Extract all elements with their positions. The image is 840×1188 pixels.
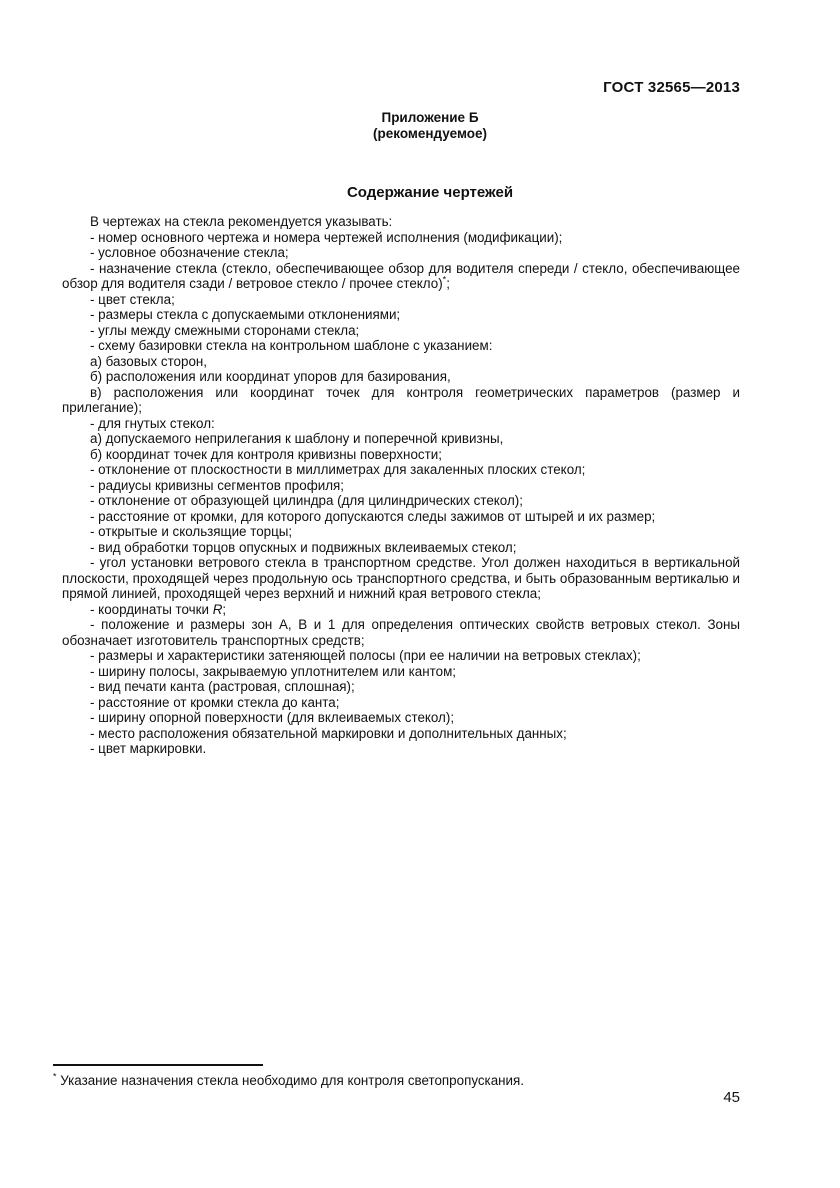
paragraph: - углы между смежными сторонами стекла; (90, 322, 360, 338)
footnote-text: Указание назначения стекла необходимо для контроля светопропускания. (56, 1073, 525, 1088)
paragraph: - для гнутых стекол: (90, 415, 215, 431)
paragraph: - положение и размеры зон А, В и 1 для определения оптических свойств ветровых стекол. Зоны обозначает изготовитель транспортных средств; (62, 617, 740, 648)
paragraph: б) расположения или координат упоров для базирования, (90, 369, 451, 384)
paragraph: а) допускаемого неприлегания к шаблону и поперечной кривизны, (90, 431, 504, 446)
paragraph: - ширину опорной поверхности (для вклеиваемых стекол); (90, 710, 455, 725)
paragraph: - ширину полосы, закрываемую уплотнителем или кантом; (90, 663, 456, 679)
paragraph: - цвет стекла; (90, 291, 175, 307)
paragraph: - отклонение от образующей цилиндра (для цилиндрических стекол); (90, 493, 523, 508)
paragraph: - схему базировки стекла на контрольном шаблоне с указанием: (90, 338, 493, 353)
standard-number: ГОСТ 32565—2013 (603, 79, 740, 96)
paragraph: - цвет маркировки. (90, 741, 207, 756)
appendix-subtitle: (рекомендуемое) (373, 125, 487, 141)
paragraph: - радиусы кривизны сегментов профиля; (90, 477, 344, 493)
section-title: Содержание чертежей (346, 184, 514, 201)
paragraph: В чертежах на стекла рекомендуется указывать: (90, 214, 393, 229)
appendix-heading (20, 110, 840, 141)
appendix-title: Приложение Б (381, 110, 479, 125)
paragraph: - номер основного чертежа и номера чертежей исполнения (модификации); (90, 229, 563, 245)
paragraph: - открытые и скользящие торцы; (90, 524, 293, 539)
page-number: 45 (723, 1089, 740, 1106)
paragraph: в) расположения или координат точек для контроля геометрических параметров (размер и прилегание); (62, 384, 740, 415)
paragraph: - расстояние от кромки, для которого допускаются следы зажимов от штырей и их размер; (90, 508, 656, 524)
paragraph: а) базовых сторон, (90, 353, 208, 369)
paragraph: - отклонение от плоскостности в миллиметрах для закаленных плоских стекол; (90, 462, 586, 477)
paragraph: - координаты точки R; (90, 601, 227, 617)
paragraph: - вид обработки торцов опускных и подвижных вклеиваемых стекол; (90, 539, 517, 555)
paragraph: - размеры и характеристики затеняющей полосы (при ее наличии на ветровых стеклах); (90, 648, 641, 663)
paragraph: - условное обозначение стекла; (90, 245, 289, 260)
paragraph: - вид печати канта (растровая, сплошная); (90, 679, 355, 694)
paragraph: - угол установки ветрового стекла в транспортном средстве. Угол должен находиться в вертикальной плоскости, проходящей через продольную ось транспортного средства, и быть образованным вертикалью и прямой линией, проходящей через верхний и нижний края ветрового стекла; (62, 555, 740, 601)
paragraph: - размеры стекла с допускаемыми отклонениями; (90, 307, 401, 322)
paragraph: - расстояние от кромки стекла до канта; (90, 694, 340, 710)
paragraph: - место расположения обязательной маркировки и дополнительных данных; (90, 725, 567, 741)
footnote-divider (53, 1064, 263, 1066)
paragraph: б) координат точек для контроля кривизны поверхности; (90, 446, 442, 462)
paragraph: - назначение стекла (стекло, обеспечивающее обзор для водителя спереди / стекло, обеспечивающее обзор для водителя сзади / ветровое стекло / прочее стекло)*; (62, 260, 740, 291)
body-paragraphs (62, 214, 740, 757)
footnote (53, 1073, 740, 1089)
footnote-marker: * (53, 1071, 57, 1082)
